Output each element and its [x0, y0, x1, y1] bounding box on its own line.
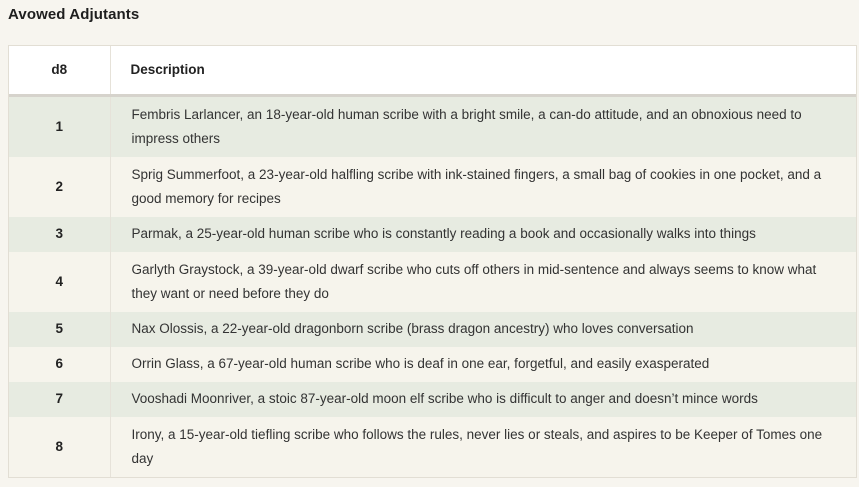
roll-cell: 8: [9, 417, 110, 477]
roll-cell: 2: [9, 157, 110, 217]
header-row: [9, 46, 856, 95]
table-row: [9, 252, 856, 312]
roll-cell: 1: [9, 95, 110, 157]
table-row: [9, 217, 856, 252]
roll-cell: 7: [9, 382, 110, 417]
description-cell: Sprig Summerfoot, a 23-year-old halfling scribe with ink-stained fingers, a small bag of cookies in one pocket, and a good memory for recipes: [131, 166, 822, 206]
description-cell: Fembris Larlancer, an 18-year-old human scribe with a bright smile, a can-do attitude, and an obnoxious need to impress others: [131, 106, 802, 146]
table-row: [9, 347, 856, 382]
roll-cell: 3: [9, 217, 110, 252]
table-container: [8, 45, 857, 478]
roll-cell: 6: [9, 347, 110, 382]
description-cell: Irony, a 15-year-old tiefling scribe who follows the rules, never lies or steals, and aspires to be Keeper of Tomes one day: [131, 426, 823, 466]
roll-cell: 5: [9, 312, 110, 347]
table-row: [9, 417, 856, 477]
description-cell: Garlyth Graystock, a 39-year-old dwarf scribe who cuts off others in mid-sentence and always seems to know what they want or need before they do: [131, 261, 817, 301]
description-cell: Orrin Glass, a 67-year-old human scribe who is deaf in one ear, forgetful, and easily exasperated: [131, 355, 710, 371]
table-body: [9, 95, 856, 477]
roll-cell: 4: [9, 252, 110, 312]
header-description: Description: [130, 62, 205, 78]
header-d8: d8: [9, 46, 110, 95]
adjutants-table: [9, 46, 856, 477]
description-cell: Nax Olossis, a 22-year-old dragonborn scribe (brass dragon ancestry) who loves conversation: [131, 320, 694, 336]
table-header: [9, 46, 856, 95]
description-cell: Parmak, a 25-year-old human scribe who is constantly reading a book and occasionally walks into things: [131, 225, 756, 241]
table-row: [9, 312, 856, 347]
table-row: [9, 382, 856, 417]
table-row: [9, 157, 856, 217]
table-row: [9, 95, 856, 157]
description-cell: Vooshadi Moonriver, a stoic 87-year-old moon elf scribe who is difficult to anger and doesn’t mince words: [131, 390, 758, 406]
page-title: Avowed Adjutants: [8, 6, 140, 23]
